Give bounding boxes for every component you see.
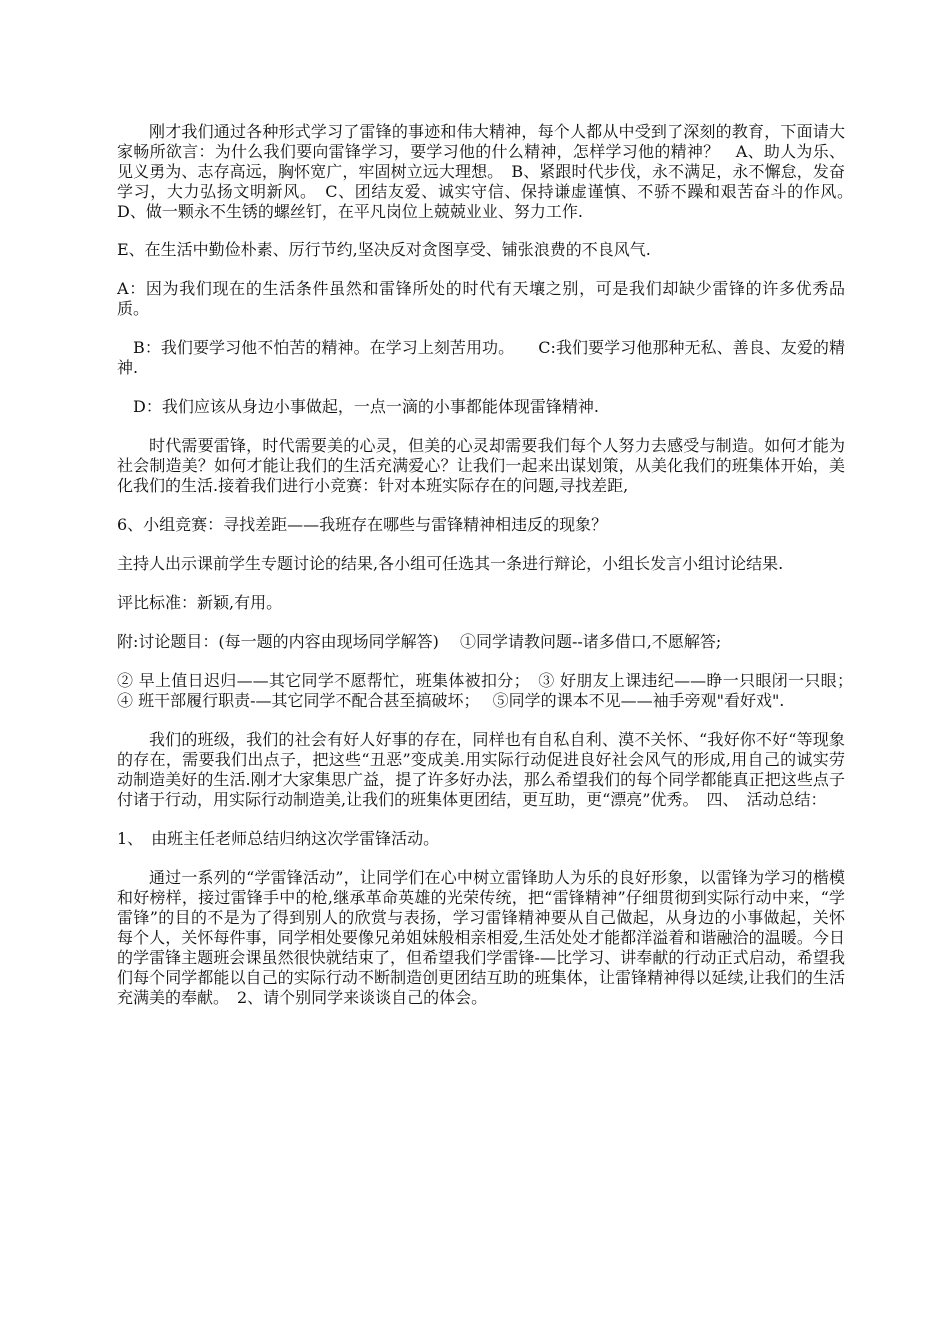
paragraph-era-needs-lei-feng: 时代需要雷锋，时代需要美的心灵，但美的心灵却需要我们每个人努力去感受与制造。如何才能为社会制造美？如何才能让我们的生活充满爱心？让我们一起来出谋划策，从美化我们的班集体开始，美化我们的生活.接着我们进行小竞赛：针对本班实际存在的问题,寻找差距, (117, 436, 845, 495)
paragraph-discussion-items: ② 早上值日迟归——其它同学不愿帮忙，班集体被扣分； ③ 好朋友上课违纪——睁一只眼闭一只眼； ④ 班干部履行职责-—其它同学不配合甚至搞破坏； ⑤同学的课本不见——袖手旁观"看好戏". (117, 671, 862, 710)
paragraph-answer-b-c: B：我们要学习他不怕苦的精神。在学习上刻苦用功。 C:我们要学习他那种无私、善良、友爱的精神. (117, 338, 845, 377)
paragraph-group-competition: 6、小组竞赛：寻找差距——我班存在哪些与雷锋精神相违反的现象？ (117, 515, 608, 534)
paragraph-answer-d: D：我们应该从身边小事做起，一点一滴的小事都能体现雷锋精神. (133, 397, 599, 416)
paragraph-host-results: 主持人出示课前学生专题讨论的结果,各小组可任选其一条进行辩论，小组长发言小组讨论结果. (117, 554, 784, 573)
paragraph-evaluation-criteria: 评比标准：新颖,有用。 (117, 593, 283, 612)
paragraph-teacher-summary: 1、 由班主任老师总结归纳这次学雷锋活动。 (117, 829, 440, 848)
document-page (117, 122, 862, 1008)
paragraph-answer-a: A：因为我们现在的生活条件虽然和雷锋所处的时代有天壤之别，可是我们却缺少雷锋的许多优秀品质。 (117, 279, 845, 318)
paragraph-class-society: 我们的班级，我们的社会有好人好事的存在，同样也有自私自利、漠不关怀、“我好你不好“等现象的存在，需要我们出点子，把这些“丑恶”变成美.用实际行动促进良好社会风气的形成,用自己的诚实劳动制造美好的生活.刚才大家集思广益，提了许多好办法，那么希望我们的每个同学都能真正把这些点子付诸于行动，用实际行动制造美,让我们的班集体更团结，更互助，更“漂亮”优秀。 四、 活动总结： (117, 730, 845, 809)
paragraph-option-e: E、在生活中勤俭朴素、厉行节约,坚决反对贪图享受、铺张浪费的不良风气. (117, 240, 651, 259)
paragraph-intro-question: 刚才我们通过各种形式学习了雷锋的事迹和伟大精神，每个人都从中受到了深刻的教育，下面请大家畅所欲言：为什么我们要向雷锋学习，要学习他的什么精神，怎样学习他的精神？ A、助人为乐、见义勇为、志存高远，胸怀宽广，牢固树立远大理想。 B、紧跟时代步伐，永不满足，永不懈怠，发奋学习，大力弘扬文明新风。 C、团结友爱、诚实守信、保持谦虚谨慎、不骄不躁和艰苦奋斗的作风。 D、做一颗永不生锈的螺丝钉，在平凡岗位上兢兢业业、努力工作. (117, 122, 862, 221)
paragraph-conclusion: 通过一系列的“学雷锋活动”，让同学们在心中树立雷锋助人为乐的良好形象，以雷锋为学习的楷模和好榜样，接过雷锋手中的枪,继承革命英雄的光荣传统，把“雷锋精神”仔细贯彻到实际行动中来，“学雷锋”的目的不是为了得到别人的欣赏与表扬，学习雷锋精神要从自己做起，从身边的小事做起，关怀每个人，关怀每件事，同学相处要像兄弟姐妹般相亲相爱,生活处处才能都洋溢着和谐融洽的温暖。今日的学雷锋主题班会课虽然很快就结束了，但希望我们学雷锋-—比学习、讲奉献的行动正式启动，希望我们每个同学都能以自己的实际行动不断制造创更团结互助的班集体，让雷锋精神得以延续,让我们的生活充满美的奉献。 2、请个别同学来谈谈自己的体会。 (117, 868, 845, 1007)
paragraph-discussion-topics: 附:讨论题目：(每一题的内容由现场同学解答) ①同学请教问题--诸多借口,不愿解答; (117, 632, 722, 651)
